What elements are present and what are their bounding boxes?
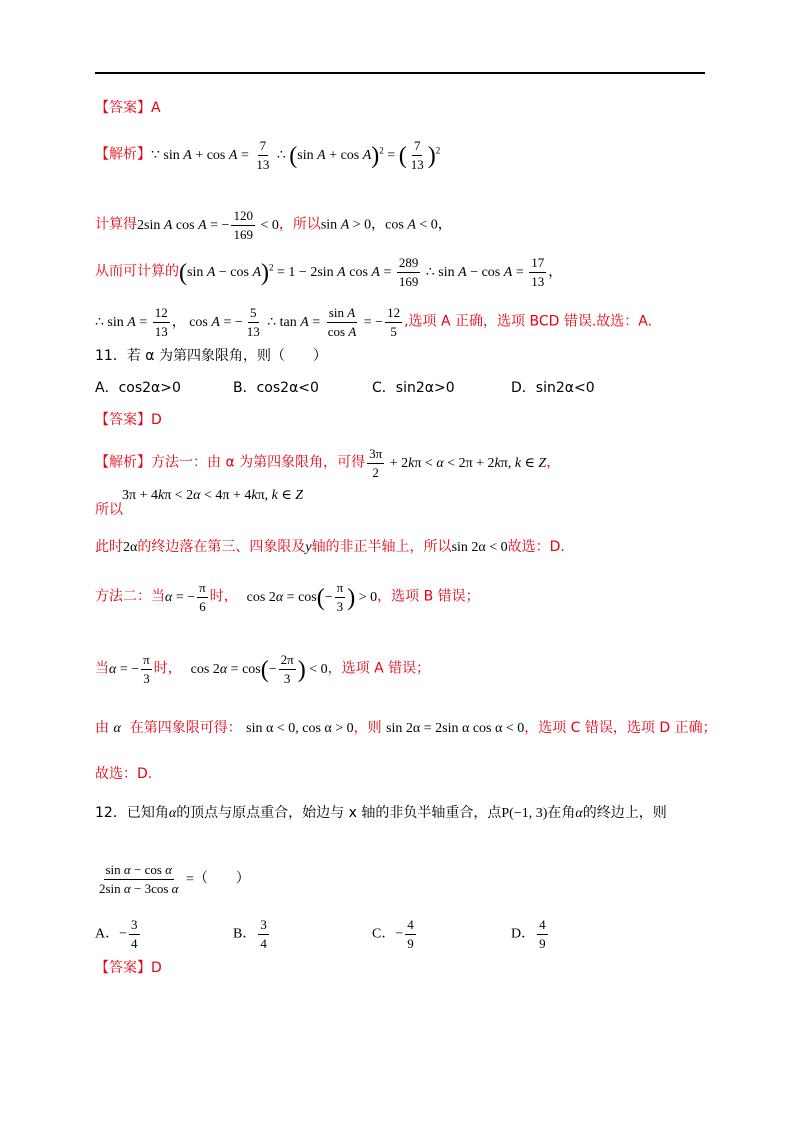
q11-m6-math3: sin 2α = 2sin α cos α < 0 (386, 721, 525, 736)
q10-l3-math: ∴ sin A = $\frac{12}{13}$ ， cos A = − $\frac{5}{13}$ ∴ tan A = $\frac{\text{sin A}}{\text{cos A}}$ = − $\frac{12}{5}$ (95, 305, 401, 339)
q11-m1-suffix: ， (546, 454, 561, 471)
q11-method2-line3 (95, 718, 717, 739)
q10-l3-tail: ,选项 A 正确，选项 BCD 错误.故选：A. (404, 313, 653, 330)
q11-m1-prefix: 【解析】方法一：由 α 为第四象限角，可得 (95, 454, 366, 471)
q12-answer: 【答案】D (95, 960, 162, 976)
q10-l2-prefix: 从而可计算的 (95, 263, 179, 280)
q11-m6-d: ，选项 C 错误，选项 D 正确； (524, 720, 717, 736)
q11-option-a: A．cos2α>0 (95, 380, 181, 396)
q11-answer: 【答案】D (95, 412, 162, 428)
q12-stem-math3: α (575, 806, 583, 821)
q11-m6-math1: α (113, 721, 121, 736)
q12-option-c: C．− $\frac{4}{9}$ (372, 917, 414, 951)
q11-method2-line1 (95, 580, 480, 615)
q11-m6-math2: sin α < 0, cos α > 0 (246, 721, 354, 736)
analysis-tag: 【解析】 (95, 146, 151, 163)
q10-l1-mid: ，所以 (278, 216, 321, 233)
q11-conclusion: 故选：D. (95, 766, 153, 782)
q11-method1 (95, 446, 560, 481)
q11-m5-prefix: 当 (95, 660, 109, 677)
q12-stem-math2: P(−1, 3) (501, 806, 548, 821)
q11-m5-mid: 时， (153, 660, 182, 677)
q11-m6-b: 在第四象限可得： (129, 720, 242, 736)
q11-option-c: C．sin2α>0 (372, 380, 455, 396)
q10-l1-math: 2sin A cos A = − $\frac{120}{169}$ < 0 (137, 208, 279, 242)
q11-method2-line2 (95, 652, 430, 687)
q10-l1-prefix: 计算得 (95, 216, 137, 233)
q11-m1-math: $\frac{3\pi}{2}$ + 2kπ < α < 2π + 2kπ, k ∈ Z (369, 446, 547, 480)
q10-answer: 【答案】A (95, 100, 161, 116)
q11-m3-b: 的终边落在第三、四象限及 (137, 539, 306, 555)
q11-m3-c: 轴的非正半轴上，所以 (311, 539, 452, 555)
q11-stem: 11．若 α 为第四象限角，则（ ） (95, 348, 327, 364)
q12-option-b: B． $\frac{3}{4}$ (233, 917, 267, 951)
q11-m5-math1: α = − $\frac{\pi}{3}$ (109, 652, 150, 686)
q11-m4-math2: cos 2α = cos(− $\frac{\pi}{3}$ ) > 0 (246, 580, 378, 614)
q11-method1-conclusion (95, 537, 565, 558)
q11-m3-d: 故选：D. (507, 539, 565, 555)
q11-m6-c: ，则 (353, 720, 382, 736)
q11-m5-tail: ，选项 A 错误； (327, 660, 431, 677)
q11-m5-math2: cos 2α = cos(− $\frac{2\pi}{3}$ ) < 0 (190, 652, 328, 686)
q11-m4-tail: ，选项 B 错误； (377, 588, 480, 605)
q12-stem-a: 12．已知角 (95, 805, 169, 821)
q11-m2-prefix: 所以 (95, 502, 123, 518)
q10-line3 (95, 305, 652, 340)
q11-m3-math2: y (305, 540, 312, 555)
q11-m3-math3: sin 2α < 0 (451, 540, 508, 555)
q12-option-d: D． $\frac{4}{9}$ (511, 917, 546, 951)
q12-stem (95, 803, 667, 824)
q12-expr-tail: （ ） (193, 870, 250, 887)
q12-expr-math: $\frac{\text{sin α − cos α}}{\text{2sin α − 3cos α}}$ = (99, 862, 194, 896)
q10-line1 (95, 208, 452, 243)
q10-analysis-math: ∵ sin A + cos A = $\frac{7}{13}$ ∴ (sin A + cos A)$^2$ = ( $\frac{7}{13}$ )$^2$ (151, 138, 441, 172)
q11-m3-a: 此时 (95, 539, 123, 555)
q12-stem-d: 的终边上，则 (582, 805, 667, 821)
q12-option-a: A．− $\frac{3}{4}$ (95, 917, 138, 951)
q12-stem-c: 在角 (547, 805, 576, 821)
q10-line2 (95, 255, 562, 290)
q12-stem-math1: α (168, 806, 177, 821)
q11-m2-math: 3π + 4kπ < 2α < 4π + 4kπ, k ∈ Z (122, 488, 304, 503)
header-rule (95, 72, 705, 74)
q12-expression (95, 862, 250, 897)
q11-option-d: D．sin2α<0 (511, 380, 595, 396)
q11-m3-math1: 2α (123, 540, 138, 555)
q10-analysis-line (95, 138, 440, 173)
q10-l2-math: (sin A − cos A)$^2$ = 1 − 2sin A cos A = $\frac{289}{169}$ ∴ sin A − cos A = $\frac{17}{13}$ ， (179, 255, 563, 289)
q11-m4-mid: 时， (209, 588, 238, 605)
q10-l1-math2: sin A > 0，cos A < 0， (320, 217, 452, 233)
q11-m4-prefix: 方法二：当 (95, 588, 165, 605)
q11-m4-math1: α = − $\frac{\pi}{6}$ (165, 580, 206, 614)
q11-m6-a: 由 (95, 720, 109, 736)
q11-option-b: B．cos2α<0 (233, 380, 319, 396)
q12-stem-b: 的顶点与原点重合，始边与 x 轴的非负半轴重合，点 (176, 805, 502, 821)
